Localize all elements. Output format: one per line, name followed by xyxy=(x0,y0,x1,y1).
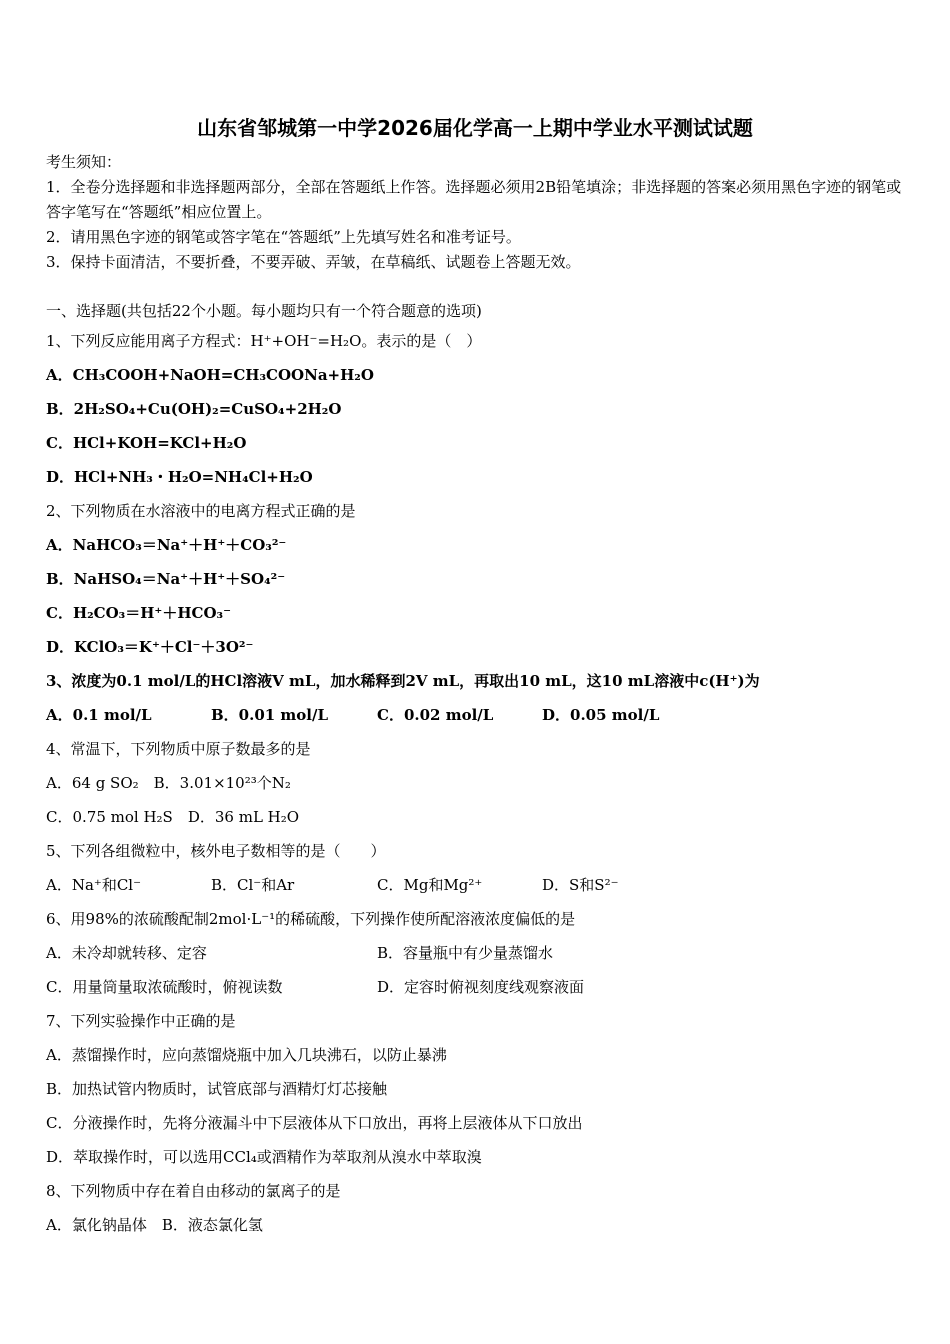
option: C．H₂CO₃＝H⁺＋HCO₃⁻ xyxy=(46,604,232,622)
option: B．0.01 mol/L xyxy=(211,706,329,724)
option: C．HCl+KOH=KCl+H₂O xyxy=(46,434,247,452)
option: A．氯化钠晶体 B．液态氯化氢 xyxy=(46,1216,263,1234)
option: A．蒸馏操作时，应向蒸馏烧瓶中加入几块沸石，以防止暴沸 xyxy=(46,1046,447,1064)
page-title: 山东省邹城第一中学2026届化学高一上期中学业水平测试试题 xyxy=(197,116,753,140)
option: B．容量瓶中有少量蒸馏水 xyxy=(377,944,554,962)
question-stem: 5、下列各组微粒中，核外电子数相等的是（ ） xyxy=(46,842,386,860)
note-item: 2．请用黑色字迹的钢笔或答字笔在“答题纸”上先填写姓名和准考证号。 xyxy=(46,228,521,246)
option: A．CH₃COOH+NaOH=CH₃COONa+H₂O xyxy=(46,366,374,384)
question-stem: 2、下列物质在水溶液中的电离方程式正确的是 xyxy=(46,502,356,520)
question-stem: 4、常温下，下列物质中原子数最多的是 xyxy=(46,740,311,758)
question-stem: 8、下列物质中存在着自由移动的氯离子的是 xyxy=(46,1182,341,1200)
option: D．定容时俯视刻度线观察液面 xyxy=(377,978,585,996)
option: D．KClO₃＝K⁺＋Cl⁻＋3O²⁻ xyxy=(46,638,254,656)
option: D．萃取操作时，可以选用CCl₄或酒精作为萃取剂从溴水中萃取溴 xyxy=(46,1148,482,1166)
option: C．用量筒量取浓硫酸时，俯视读数 xyxy=(46,978,283,996)
option: C．Mg和Mg²⁺ xyxy=(377,876,483,894)
option: B．Cl⁻和Ar xyxy=(211,876,295,894)
option: C．0.75 mol H₂S D．36 mL H₂O xyxy=(46,808,300,826)
option: A．0.1 mol/L xyxy=(46,706,152,724)
option: B．2H₂SO₄+Cu(OH)₂=CuSO₄+2H₂O xyxy=(46,400,342,418)
question-stem: 1、下列反应能用离子方程式：H⁺+OH⁻=H₂O。表示的是（ ） xyxy=(46,332,482,350)
option: A．64 g SO₂ B．3.01×10²³个N₂ xyxy=(46,774,291,792)
option: C．分液操作时，先将分液漏斗中下层液体从下口放出，再将上层液体从下口放出 xyxy=(46,1114,583,1132)
notes xyxy=(46,150,906,275)
option: C．0.02 mol/L xyxy=(377,706,494,724)
notes-heading: 考生须知： xyxy=(46,153,122,171)
note-item: 3．保持卡面清洁，不要折叠，不要弄破、弄皱，在草稿纸、试题卷上答题无效。 xyxy=(46,253,581,271)
option-row xyxy=(46,698,926,732)
questions xyxy=(46,298,926,1242)
option: A．Na⁺和Cl⁻ xyxy=(46,876,142,894)
question-stem: 7、下列实验操作中正确的是 xyxy=(46,1012,236,1030)
option-row xyxy=(46,868,926,902)
note-item: 1．全卷分选择题和非选择题两部分，全部在答题纸上作答。选择题必须用2B铅笔填涂；非选择题的答案必须用黑色字迹的钢笔或答字笔写在“答题纸”相应位置上。 xyxy=(46,178,902,221)
option-row xyxy=(46,936,926,970)
question-stem: 6、用98%的浓硫酸配制2mol·L⁻¹的稀硫酸，下列操作使所配溶液浓度偏低的是 xyxy=(46,910,576,928)
section-heading: 一、选择题(共包括22个小题。每小题均只有一个符合题意的选项) xyxy=(46,302,482,320)
option: D．0.05 mol/L xyxy=(542,706,660,724)
option: A．NaHCO₃＝Na⁺＋H⁺＋CO₃²⁻ xyxy=(46,536,287,554)
question-stem: 3、浓度为0.1 mol/L的HCl溶液V mL，加水稀释到2V mL，再取出10 mL，这10 mL溶液中c(H⁺)为 xyxy=(46,672,760,690)
option: B．NaHSO₄＝Na⁺＋H⁺＋SO₄²⁻ xyxy=(46,570,286,588)
option: D．S和S²⁻ xyxy=(542,876,619,894)
option: A．未冷却就转移、定容 xyxy=(46,944,207,962)
option: D．HCl+NH₃・H₂O=NH₄Cl+H₂O xyxy=(46,468,313,486)
option-row xyxy=(46,970,926,1004)
option: B．加热试管内物质时，试管底部与酒精灯灯芯接触 xyxy=(46,1080,388,1098)
